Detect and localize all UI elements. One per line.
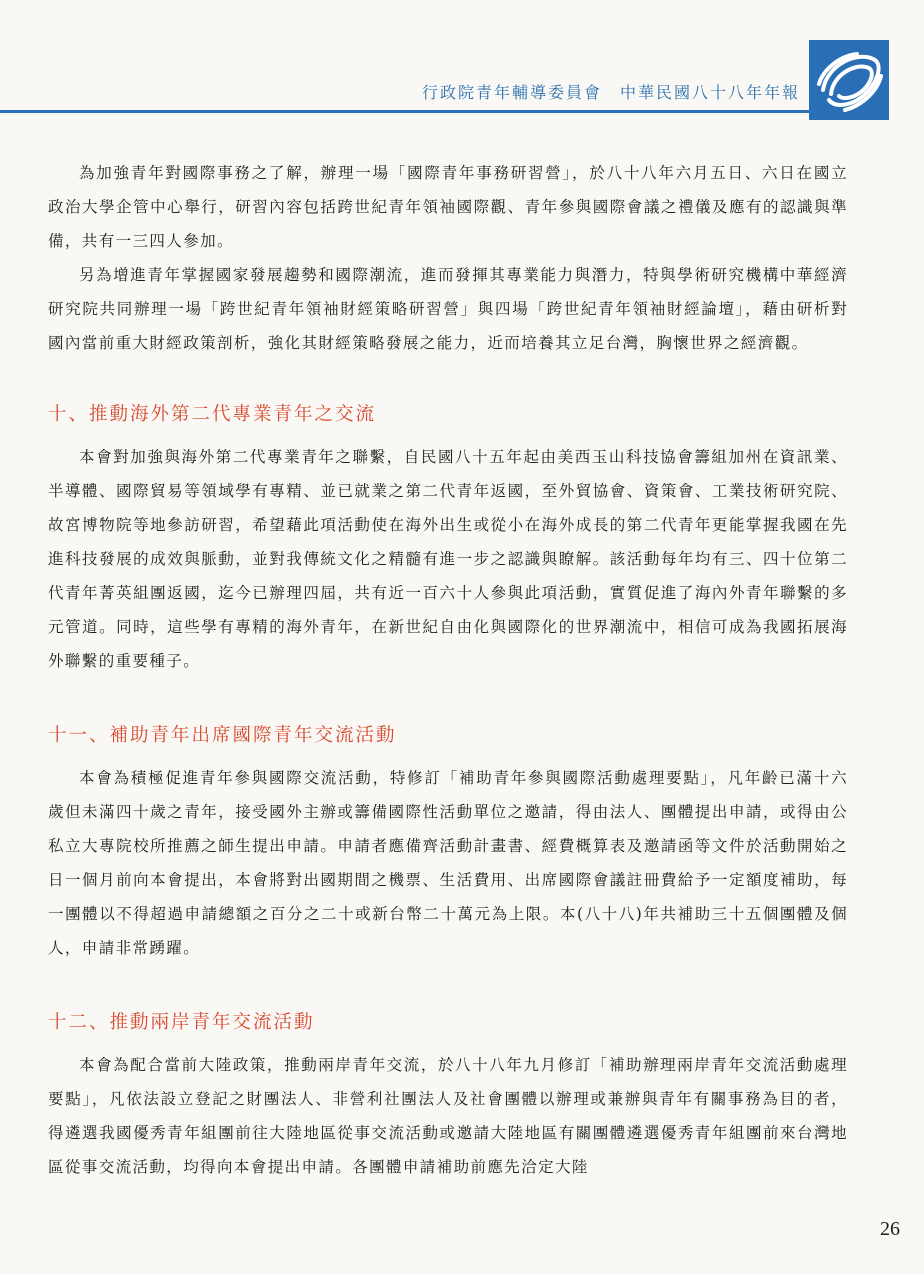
section-heading: 十二、推動兩岸青年交流活動 <box>48 1012 315 1033</box>
section-paragraph: 本會對加強與海外第二代專業青年之聯繫，自民國八十五年起由美西玉山科技協會籌組加州在資訊業、半導體、國際貿易等領域學有專精、並已就業之第二代青年返國，至外貿協會、資策會、工業技術研究院、故宮博物院等地參訪研習，希望藉此項活動使在海外出生或從小在海外成長的第二代青年更能掌握我國在先進科技發展的成效與脈動，並對我傳統文化之精髓有進一步之認識與瞭解。該活動每年均有三、四十位第二代青年菁英組團返國，迄今已辦理四屆，共有近一百六十人參與此項活動，實質促進了海內外青年聯繫的多元管道。同時，這些學有專精的海外青年，在新世紀自由化與國際化的世界潮流中，相信可成為我國拓展海外聯繫的重要種子。 <box>48 448 848 670</box>
page-content <box>48 156 848 1184</box>
page-number: 26 <box>880 1218 900 1240</box>
header-logo <box>809 40 889 120</box>
header-rule <box>0 110 820 113</box>
section-paragraph: 本會為積極促進青年參與國際交流活動，特修訂「補助青年參與國際活動處理要點」，凡年齡已滿十六歲但未滿四十歲之青年，接受國外主辦或籌備國際性活動單位之邀請，得由法人、團體提出申請，或得由公私立大專院校所推薦之師生提出申請。申請者應備齊活動計畫書、經費概算表及邀請函等文件於活動開始之日一個月前向本會提出，本會將對出國期間之機票、生活費用、出席國際會議註冊費給予一定額度補助，每一團體以不得超過申請總額之百分之二十或新台幣二十萬元為上限。本(八十八)年共補助三十五個團體及個人，申請非常踴躍。 <box>48 769 848 957</box>
intro-paragraph: 為加強青年對國際事務之了解，辦理一場「國際青年事務研習營」，於八十八年六月五日、六日在國立政治大學企管中心舉行，研習內容包括跨世紀青年領袖國際觀、青年參與國際會議之禮儀及應有的認識與準備，共有一三四人參加。 <box>48 164 848 250</box>
swirl-logo-icon <box>809 40 889 120</box>
section-paragraph: 本會為配合當前大陸政策，推動兩岸青年交流，於八十八年九月修訂「補助辦理兩岸青年交流活動處理要點」，凡依法設立登記之財團法人、非營利社團法人及社會團體以辦理或兼辦與青年有關事務為目的者，得遴選我國優秀青年組團前往大陸地區從事交流活動或邀請大陸地區有關團體遴選優秀青年組團前來台灣地區從事交流活動，均得向本會提出申請。各團體申請補助前應先洽定大陸 <box>48 1056 848 1176</box>
section-heading: 十一、補助青年出席國際青年交流活動 <box>48 725 397 746</box>
section-heading: 十、推動海外第二代專業青年之交流 <box>48 404 377 425</box>
header-title: 行政院青年輔導委員會 中華民國八十八年年報 <box>421 83 800 102</box>
intro-paragraph: 另為增進青年掌握國家發展趨勢和國際潮流，進而發揮其專業能力與潛力，特與學術研究機構中華經濟研究院共同辦理一場「跨世紀青年領袖財經策略研習營」與四場「跨世紀青年領袖財經論壇」，藉由研析對國內當前重大財經政策剖析，強化其財經策略發展之能力，近而培養其立足台灣，胸懷世界之經濟觀。 <box>48 266 848 352</box>
